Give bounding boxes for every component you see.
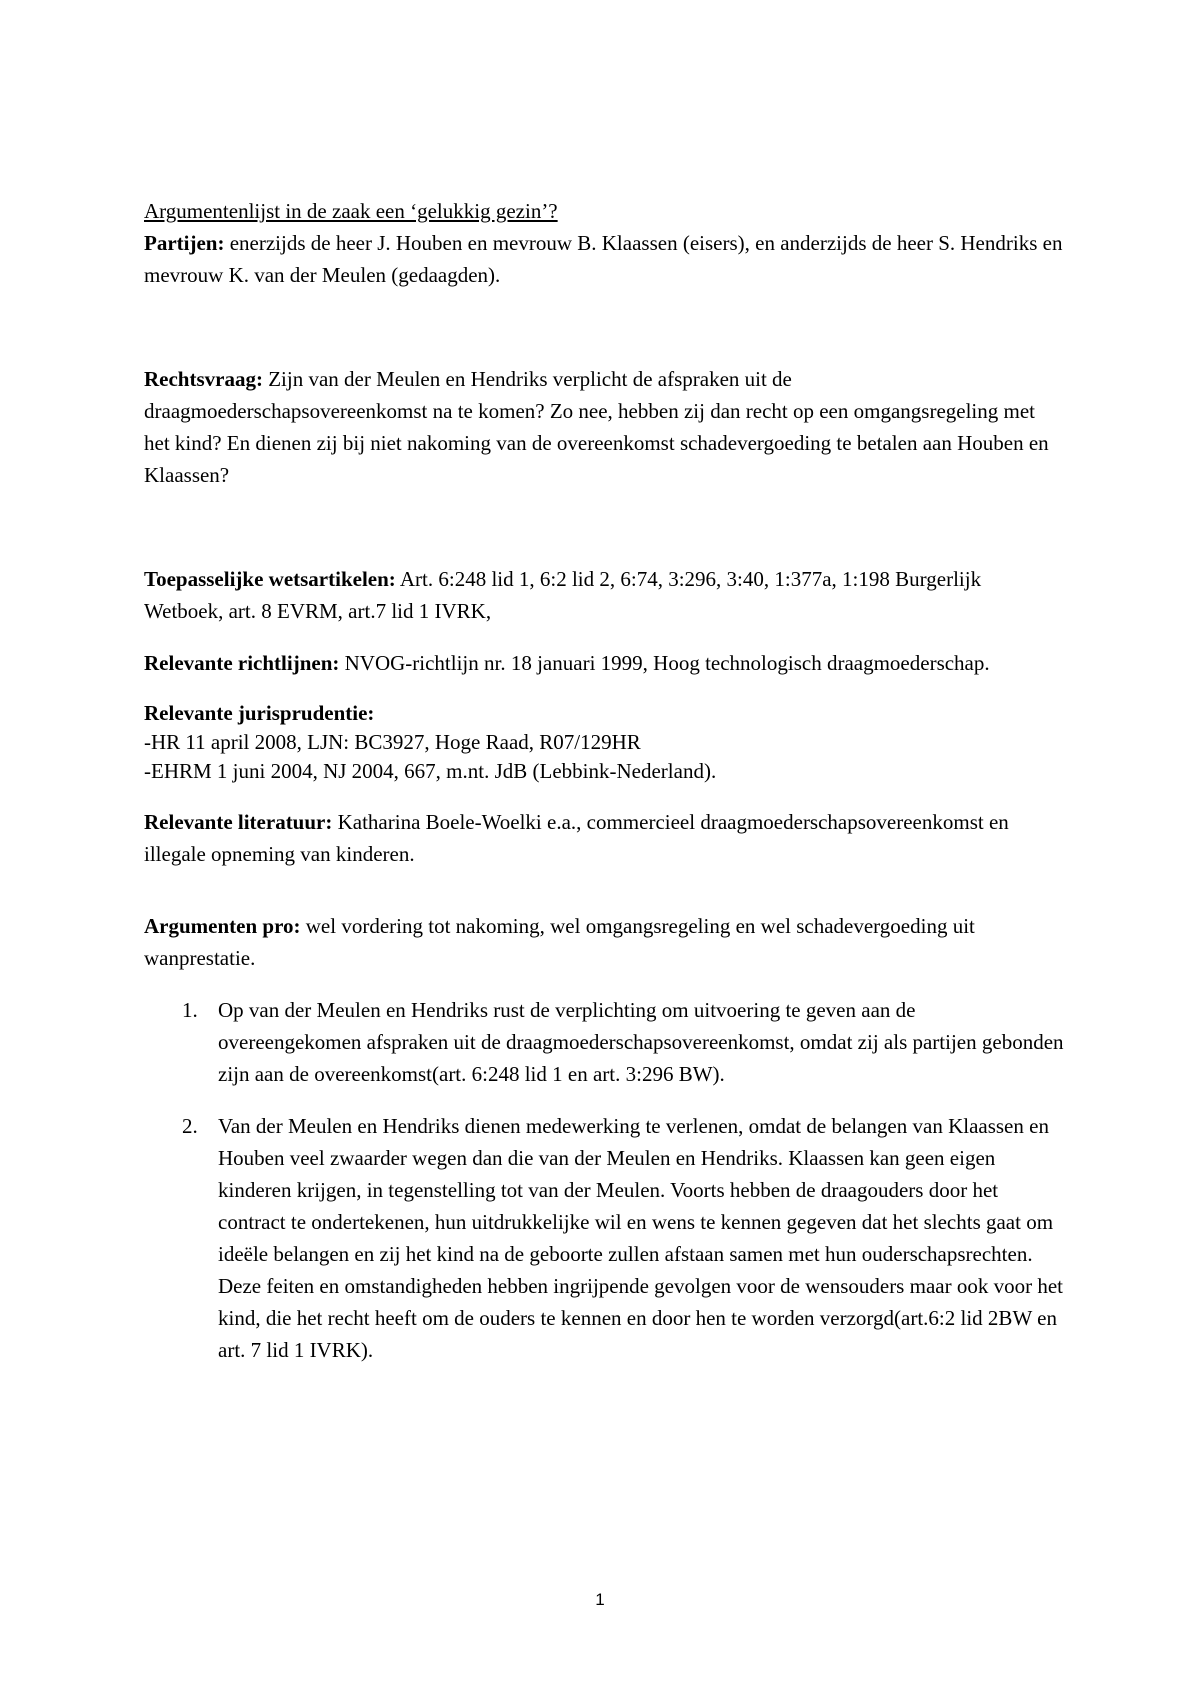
list-item <box>144 1110 1064 1366</box>
argumenten-pro-list <box>144 994 1064 1366</box>
richtlijnen-label: Relevante richtlijnen: <box>144 651 340 675</box>
partijen-text: enerzijds de heer J. Houben en mevrouw B. Klaassen (eisers), en anderzijds de heer S. Hendriks en mevrouw K. van der Meulen (gedaagden). <box>144 231 1063 287</box>
list-item-number: 1. <box>182 998 198 1022</box>
literatuur-text: Katharina Boele-Woelki e.a., commercieel draagmoederschapsovereenkomst en illegale opneming van kinderen. <box>144 810 1009 866</box>
section-literatuur <box>144 806 1064 870</box>
partijen-label: Partijen: <box>144 231 225 255</box>
wetsartikelen-label: Toepasselijke wetsartikelen: <box>144 567 396 591</box>
argumenten-pro-text: wel vordering tot nakoming, wel omgangsregeling en wel schadevergoeding uit wanprestatie. <box>144 914 975 970</box>
rechtsvraag-label: Rechtsvraag: <box>144 367 263 391</box>
wetsartikelen-text: Art. 6:248 lid 1, 6:2 lid 2, 6:74, 3:296, 3:40, 1:377a, 1:198 Burgerlijk Wetboek, art. 8 EVRM, art.7 lid 1 IVRK, <box>144 567 982 623</box>
section-wetsartikelen <box>144 563 1064 627</box>
richtlijnen-text: NVOG-richtlijn nr. 18 januari 1999, Hoog technologisch draagmoederschap. <box>339 651 990 675</box>
document-body <box>144 195 1064 1386</box>
jurisprudentie-item: -EHRM 1 juni 2004, NJ 2004, 667, m.nt. JdB (Lebbink-Nederland). <box>144 759 717 783</box>
argumenten-pro-label: Argumenten pro: <box>144 914 301 938</box>
document-title: Argumentenlijst in de zaak een ‘gelukkig gezin’? <box>144 199 558 223</box>
page-number: 1 <box>595 1590 605 1609</box>
section-richtlijnen <box>144 647 1064 679</box>
jurisprudentie-item: -HR 11 april 2008, LJN: BC3927, Hoge Raad, R07/129HR <box>144 730 641 754</box>
section-partijen <box>144 227 1064 291</box>
jurisprudentie-label: Relevante jurisprudentie: <box>144 701 375 725</box>
list-item-text: Op van der Meulen en Hendriks rust de verplichting om uitvoering te geven aan de overeengekomen afspraken uit de draagmoederschapsovereenkomst, omdat zij als partijen gebonden zijn aan de overeenkomst(art. 6:248 lid 1 en art. 3:296 BW). <box>218 998 1064 1086</box>
list-item-number: 2. <box>182 1114 198 1138</box>
list-item-text: Van der Meulen en Hendriks dienen medewerking te verlenen, omdat de belangen van Klaassen en Houben veel zwaarder wegen dan die van der Meulen en Hendriks. Klaassen kan geen eigen kinderen krijgen, in tegenstelling tot van der Meulen. Voorts hebben de draagouders door het contract te ondertekenen, hun uitdrukkelijke wil en wens te kennen gegeven dat het slechts gaat om ideële belangen en zij het kind na de geboorte zullen afstaan samen met hun ouderschapsrechten. Deze feiten en omstandigheden hebben ingrijpende gevolgen voor de wensouders maar ook voor het kind, die het recht heeft om de ouders te kennen en door hen te worden verzorgd(art.6:2 lid 2BW en art. 7 lid 1 IVRK). <box>218 1114 1063 1362</box>
rechtsvraag-text: Zijn van der Meulen en Hendriks verplicht de afspraken uit de draagmoederschapsovereenkomst na te komen? Zo nee, hebben zij dan recht op een omgangsregeling met het kind? En dienen zij bij niet nakoming van de overeenkomst schadevergoeding te betalen aan Houben en Klaassen? <box>144 367 1049 487</box>
section-rechtsvraag <box>144 363 1064 491</box>
section-argumenten-pro <box>144 910 1064 974</box>
section-jurisprudentie <box>144 699 1064 786</box>
list-item <box>144 994 1064 1090</box>
literatuur-label: Relevante literatuur: <box>144 810 333 834</box>
